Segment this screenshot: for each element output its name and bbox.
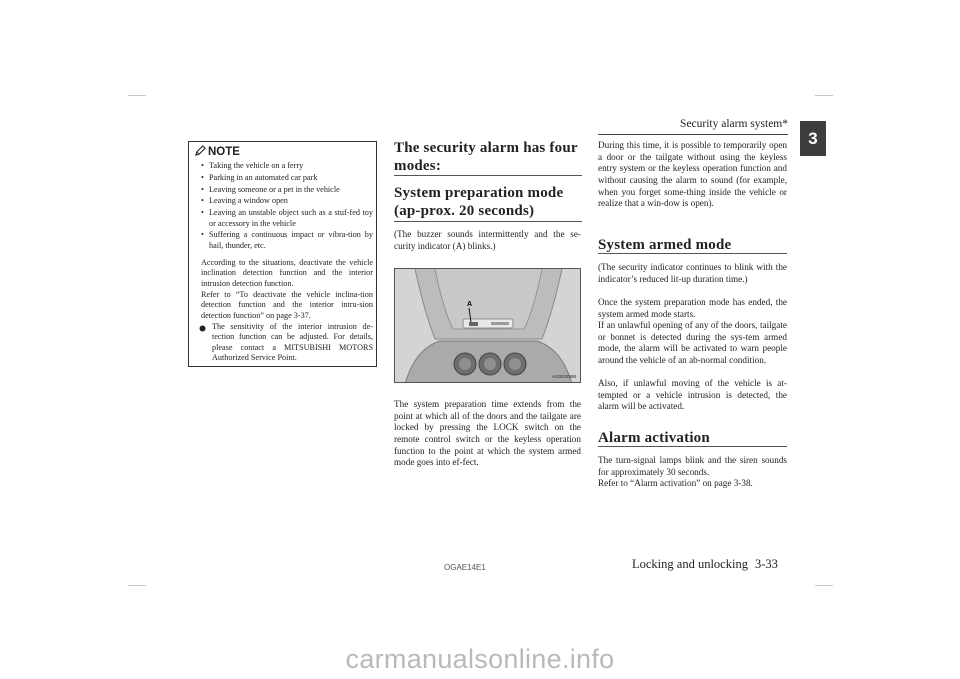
heading-rule (394, 221, 582, 222)
watermark: carmanualsonline.info (345, 644, 615, 674)
footer-section-title: Locking and unlocking (632, 557, 748, 571)
section-heading-alarm-activation: Alarm activation (598, 430, 710, 446)
figure-code: AG0022598 (551, 374, 576, 379)
list-item: • Leaving someone or a pet in the vehicle (201, 185, 373, 195)
armed-intrusion-text: Also, if unlawful moving of the vehicle is at-tempted or a vehicle intrusion is detected, the alarm will be activated. (598, 378, 787, 412)
alarm-activation-reference: Refer to “Alarm activation” on page 3-38. (598, 478, 753, 488)
document-code: OGAE14E1 (444, 563, 486, 572)
section-heading-preparation: System preparation mode (ap-prox. 20 seconds) (394, 185, 564, 219)
preparation-description: (The buzzer sounds intermittently and the se-curity indicator (A) blinks.) (394, 229, 581, 251)
chapter-tab: 3 (800, 121, 826, 156)
armed-start-text: Once the system preparation mode has ended, the system armed mode starts. (598, 297, 787, 319)
running-header: Security alarm system* (680, 118, 788, 130)
pencil-note-icon (195, 145, 206, 156)
note-bullet-icon (199, 325, 206, 332)
preparation-during-text: During this time, it is possible to temporarily open a door or the tailgate without using the keyless entry system or the keyless operation function and without causing the alarm to sound (for example, when you forget some-thing inside the vehicle or realize that a win-dow is open). (598, 140, 787, 209)
preparation-time-text: The system preparation time extends from the point at which all of the doors and the tailgate are locked by pressing the LOCK switch on the remote control switch or the keyless operation function to the point at which the system armed mode goes into ef-fect. (394, 399, 581, 468)
dashboard-illustration (395, 269, 581, 383)
heading-rule (598, 446, 787, 447)
page-number: 3-33 (755, 557, 778, 571)
armed-indicator-text: (The security indicator continues to blink with the indicator’s reduced lit-up duration time.) (598, 262, 787, 284)
list-item: • Parking in an automated car park (201, 173, 373, 183)
crop-mark (815, 585, 833, 586)
note-paragraph: According to the situations, deactivate the vehicle inclination detection function and the interior intrusion detection function. (201, 258, 373, 288)
armed-unlawful-open-text: If an unlawful opening of any of the doors, tailgate or bonnet is detected during the sys-tem armed mode, the alarm will be activated to warn people around the vehicle of an ab-normal condition. (598, 320, 787, 365)
crop-mark (128, 585, 146, 586)
list-item: • Leaving a window open (201, 196, 373, 206)
crop-mark (815, 95, 833, 96)
list-item: • Leaving an unstable object such as a stuf-fed toy or accessory in the vehicle (201, 208, 373, 229)
note-label: NOTE (208, 146, 240, 158)
heading-rule (598, 253, 787, 254)
note-heading (195, 145, 240, 158)
crop-mark (128, 95, 146, 96)
note-box (188, 141, 377, 367)
note-sensitivity-text: The sensitivity of the interior intrusion de-tection function can be adjusted. For details, please contact a MITSUBISHI MOTORS Authorized Service Point. (212, 322, 373, 363)
heading-rule (394, 175, 582, 176)
section-heading-modes: The security alarm has four modes: (394, 140, 578, 174)
list-item: • Suffering a continuous impact or vibra-tion by hail, thunder, etc. (201, 230, 373, 251)
header-rule (598, 134, 788, 135)
note-bullet-list (201, 161, 373, 253)
dashboard-figure (394, 268, 581, 383)
list-item: • Taking the vehicle on a ferry (201, 161, 373, 171)
note-reference: Refer to “To deactivate the vehicle inclina-tion detection function and the interior intru-sion detection function” on page 3-37. (201, 290, 373, 320)
alarm-activation-text: The turn-signal lamps blink and the siren sounds for approximately 30 seconds. (598, 455, 787, 477)
callout-a: A (467, 301, 473, 308)
section-heading-armed: System armed mode (598, 237, 732, 253)
